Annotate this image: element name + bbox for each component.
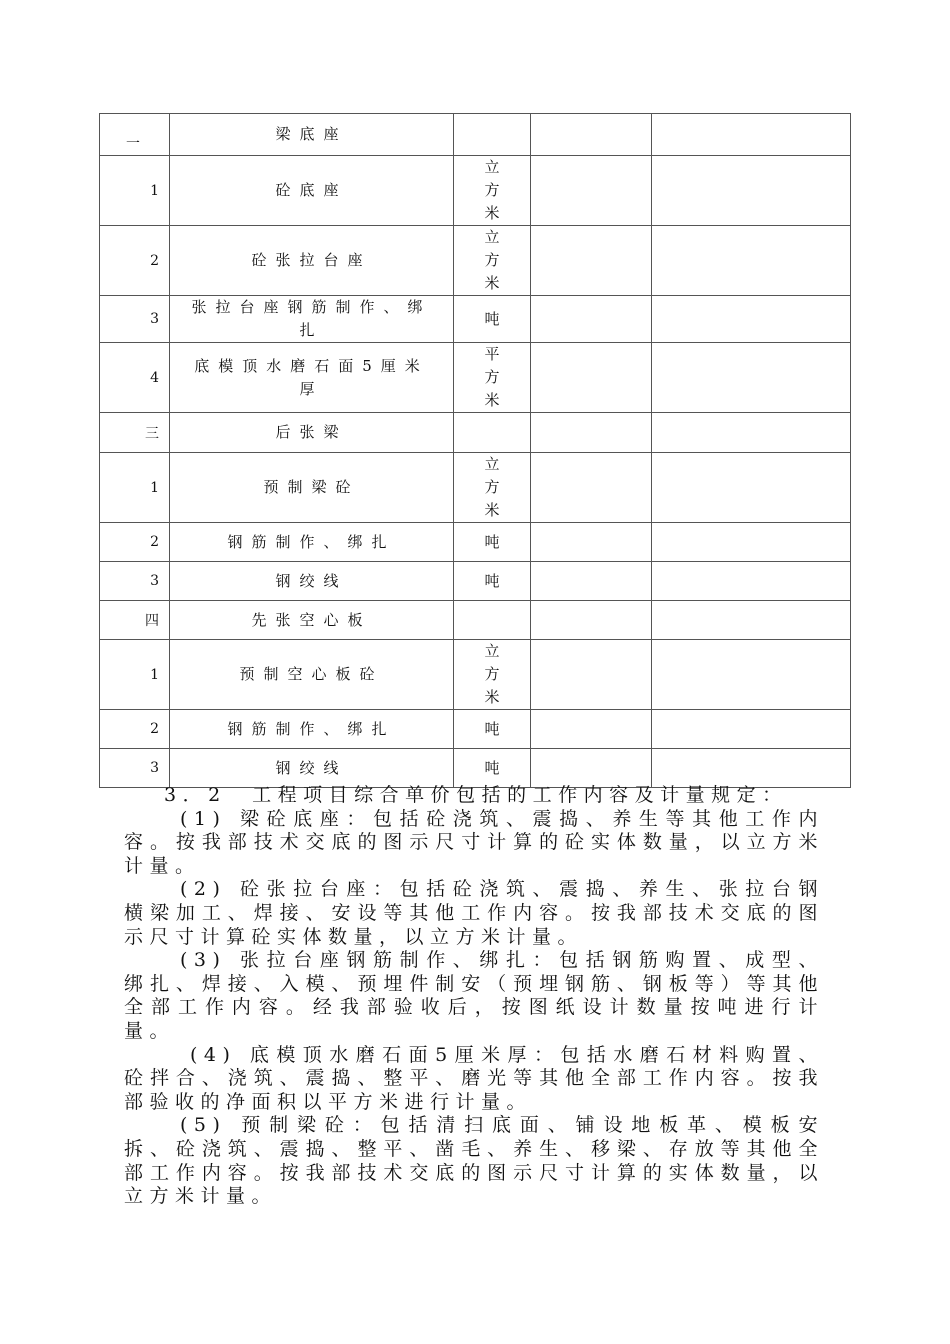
item-name: 预制空心板砼 [170, 640, 454, 710]
table-row [100, 601, 851, 640]
unit-char: 米 [484, 204, 500, 222]
empty-cell [652, 156, 851, 226]
unit-char: 吨 [484, 571, 500, 590]
unit-cell [454, 710, 531, 749]
table-row [100, 296, 851, 343]
paragraph-3: (3) 张拉台座钢筋制作、绑扎：包括钢筋购置、成型、绑扎、焊接、入模、预埋件制安（预埋钢筋、钢板等）等其他全部工作内容。经我部验收后，按图纸设计数量按吨进行计量。 [124, 949, 824, 1042]
unit-cell [454, 562, 531, 601]
row-number: 2 [100, 523, 170, 562]
unit-char: 米 [484, 688, 500, 706]
empty-cell [652, 562, 851, 601]
item-name: 钢绞线 [170, 749, 454, 788]
empty-cell [652, 296, 851, 343]
empty-cell [531, 114, 652, 156]
table-row [100, 640, 851, 710]
empty-cell [531, 710, 652, 749]
table-row [100, 710, 851, 749]
unit-cell [454, 640, 531, 710]
row-number: 2 [100, 710, 170, 749]
table-row [100, 523, 851, 562]
row-number: 1 [100, 156, 170, 226]
unit-char: 立 [484, 642, 500, 660]
paragraph-2: (2) 砼张拉台座：包括砼浇筑、震捣、养生、张拉台钢横梁加工、焊接、安设等其他工作内容。按我部技术交底的图示尺寸计算砼实体数量，以立方米计量。 [124, 878, 824, 948]
item-name: 张拉台座钢筋制作、绑扎 [170, 296, 454, 343]
paragraph-5: (5) 预制梁砼：包括清扫底面、铺设地板革、模板安拆、砼浇筑、震捣、整平、凿毛、养生、移梁、存放等其他全部工作内容。按我部技术交底的图示尺寸计算的实体数量，以立方米计量。 [124, 1114, 824, 1208]
unit-cell [454, 296, 531, 343]
row-number: 2 [100, 226, 170, 296]
unit-char: 吨 [484, 309, 500, 328]
row-number: 3 [100, 749, 170, 788]
table-row [100, 114, 851, 156]
table-row [100, 453, 851, 523]
row-number: 四 [100, 601, 170, 640]
empty-cell [531, 343, 652, 413]
empty-cell [652, 640, 851, 710]
empty-cell [652, 523, 851, 562]
empty-cell [652, 453, 851, 523]
item-name: 钢绞线 [170, 562, 454, 601]
empty-cell [652, 343, 851, 413]
row-number: 三 [100, 413, 170, 453]
empty-cell [531, 640, 652, 710]
empty-cell [531, 413, 652, 453]
empty-cell [652, 710, 851, 749]
empty-cell [652, 114, 851, 156]
empty-cell [531, 296, 652, 343]
item-name: 先张空心板 [170, 601, 454, 640]
table-row [100, 226, 851, 296]
table-row [100, 156, 851, 226]
body-text [124, 784, 824, 1209]
empty-cell [652, 413, 851, 453]
unit-char: 方 [484, 665, 500, 683]
empty-cell [531, 523, 652, 562]
unit-cell [454, 749, 531, 788]
unit-char: 立 [484, 158, 500, 176]
unit-char: 米 [484, 391, 500, 409]
unit-cell [454, 453, 531, 523]
item-name: 钢筋制作、绑扎 [170, 523, 454, 562]
unit-char: 米 [484, 501, 500, 519]
item-name: 后张梁 [170, 413, 454, 453]
row-number: 4 [100, 343, 170, 413]
empty-cell [652, 226, 851, 296]
unit-cell [454, 601, 531, 640]
unit-cell [454, 226, 531, 296]
unit-char: 方 [484, 478, 500, 496]
unit-cell [454, 523, 531, 562]
unit-char: 立 [484, 228, 500, 246]
paragraph-1: (1) 梁砼底座：包括砼浇筑、震捣、养生等其他工作内容。按我部技术交底的图示尺寸计算的砼实体数量，以立方米计量。 [124, 807, 824, 877]
table-row [100, 562, 851, 601]
unit-cell [454, 413, 531, 453]
item-name: 砼张拉台座 [170, 226, 454, 296]
unit-char: 吨 [484, 758, 500, 777]
row-number: 3 [100, 562, 170, 601]
empty-cell [652, 749, 851, 788]
table-row [100, 343, 851, 413]
row-number: 1 [100, 453, 170, 523]
row-number: 一 [100, 114, 170, 156]
empty-cell [652, 601, 851, 640]
row-number: 1 [100, 640, 170, 710]
empty-cell [531, 453, 652, 523]
unit-cell [454, 114, 531, 156]
unit-char: 吨 [484, 719, 500, 738]
item-name: 梁底座 [170, 114, 454, 156]
unit-char: 平 [484, 345, 500, 363]
row-number: 3 [100, 296, 170, 343]
empty-cell [531, 562, 652, 601]
unit-cell [454, 156, 531, 226]
unit-char: 米 [484, 274, 500, 292]
table-row [100, 413, 851, 453]
item-name: 预制梁砼 [170, 453, 454, 523]
section-heading: 3．2 工程项目综合单价包括的工作内容及计量规定： [164, 784, 788, 806]
unit-char: 方 [484, 368, 500, 386]
unit-price-table [99, 113, 851, 788]
unit-char: 方 [484, 181, 500, 199]
paragraph-4: (4) 底模顶水磨石面5厘米厚：包括水磨石材料购置、砼拌合、浇筑、震捣、整平、磨光等其他全部工作内容。按我部验收的净面积以平方米进行计量。 [124, 1043, 824, 1113]
unit-cell [454, 343, 531, 413]
item-name: 砼底座 [170, 156, 454, 226]
empty-cell [531, 156, 652, 226]
item-name: 底模顶水磨石面5厘米厚 [170, 343, 454, 413]
unit-char: 立 [484, 455, 500, 473]
unit-char: 方 [484, 251, 500, 269]
empty-cell [531, 601, 652, 640]
empty-cell [531, 749, 652, 788]
unit-char: 吨 [484, 532, 500, 551]
empty-cell [531, 226, 652, 296]
table-row [100, 749, 851, 788]
item-name: 钢筋制作、绑扎 [170, 710, 454, 749]
